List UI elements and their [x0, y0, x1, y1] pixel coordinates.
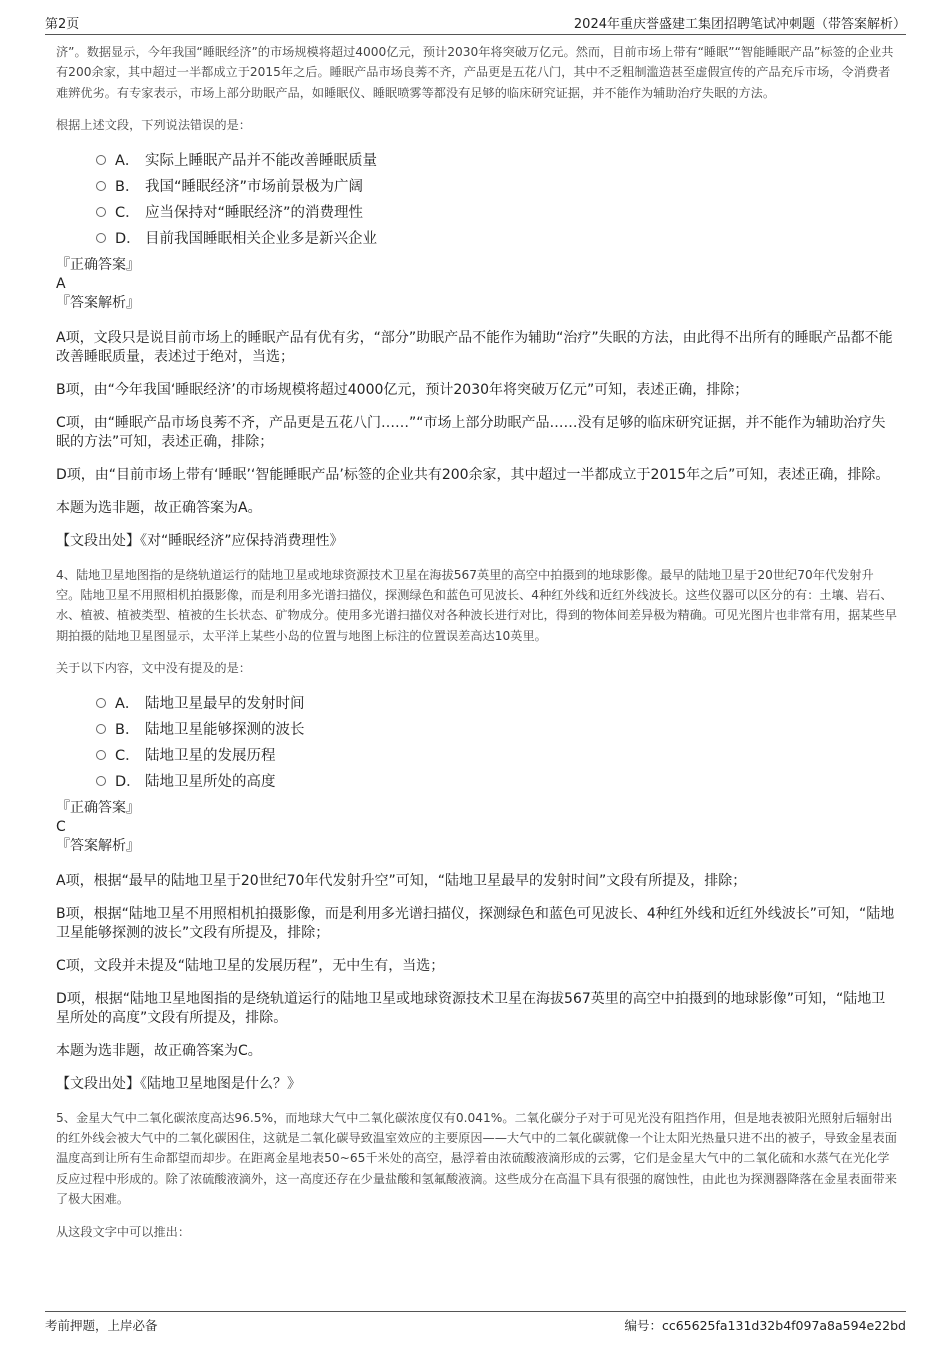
footer-slogan: 考前押题，上岸必备: [45, 1318, 158, 1333]
q4-option-a[interactable]: A． 陆地卫星最早的发射时间: [96, 691, 898, 717]
q4-answer-label: 『正确答案』: [56, 799, 140, 816]
q3-source: 【文段出处】《对“睡眠经济”应保持消费理性》: [56, 532, 344, 549]
document-body: [56, 42, 898, 1242]
q3-answer-label: 『正确答案』: [56, 256, 140, 273]
q3-analysis-label: 『答案解析』: [56, 294, 140, 311]
page-footer: [45, 1311, 906, 1338]
radio-icon[interactable]: [96, 698, 106, 708]
q4-analysis-a: A项，根据“最早的陆地卫星于20世纪70年代发射升空”可知，“陆地卫星最早的发射时间”文段有所提及，排除；: [56, 872, 747, 889]
q3-option-b[interactable]: B． 我国“睡眠经济”市场前景极为广阔: [96, 174, 898, 200]
q3-analysis-b: B项，由“今年我国‘睡眠经济’的市场规模将超过4000亿元，预计2030年将突破万亿元”可知，表述正确，排除；: [56, 381, 749, 398]
radio-icon[interactable]: [96, 155, 106, 165]
q4-option-b[interactable]: B． 陆地卫星能够探测的波长: [96, 717, 898, 743]
page-number: 第2页: [45, 17, 80, 32]
q3-option-a[interactable]: A． 实际上睡眠产品并不能改善睡眠质量: [96, 148, 898, 174]
page-header: [45, 10, 906, 35]
q3-analysis-c: C项，由“睡眠产品市场良莠不齐，产品更是五花八门……”“市场上部分助眠产品……没有足够的临床研究证据，并不能作为辅助治疗失眠的方法”可知，表述正确，排除；: [56, 414, 886, 450]
q3-option-d[interactable]: D． 目前我国睡眠相关企业多是新兴企业: [96, 226, 898, 252]
q4-analysis-c: C项，文段并未提及“陆地卫星的发展历程”，无中生有，当选；: [56, 957, 445, 974]
radio-icon[interactable]: [96, 181, 106, 191]
q4-option-d[interactable]: D． 陆地卫星所处的高度: [96, 769, 898, 795]
q4-analysis-b: B项，根据“陆地卫星不用照相机拍摄影像，而是利用多光谱扫描仪，探测绿色和蓝色可见波长、4种红外线和近红外线波长”可知，“陆地卫星能够探测的波长”文段有所提及，排除；: [56, 905, 895, 941]
radio-icon[interactable]: [96, 233, 106, 243]
q3-analysis-a: A项，文段只是说目前市场上的睡眠产品有优有劣，“部分”助眠产品不能作为辅助“治疗”失眠的方法，由此得不出所有的睡眠产品都不能改善睡眠质量，表述过于绝对，当选；: [56, 329, 893, 365]
q3-analysis-d: D项，由“目前市场上带有‘睡眠’‘智能睡眠产品’标签的企业共有200余家，其中超过一半都成立于2015年之后”可知，表述正确，排除。: [56, 466, 890, 483]
q4-analysis-label: 『答案解析』: [56, 837, 140, 854]
q4-options: [96, 691, 898, 795]
q4-analysis-d: D项，根据“陆地卫星地图指的是绕轨道运行的陆地卫星或地球资源技术卫星在海拔567英里的高空中拍摄到的地球影像”可知，“陆地卫星所处的高度”文段有所提及，排除。: [56, 990, 886, 1026]
q3-option-c[interactable]: C． 应当保持对“睡眠经济”的消费理性: [96, 200, 898, 226]
q4-source: 【文段出处】《陆地卫星地图是什么？》: [56, 1075, 301, 1092]
q3-question: 根据上述文段，下列说法错误的是：: [56, 118, 251, 133]
radio-icon[interactable]: [96, 724, 106, 734]
q4-conclusion: 本题为选非题，故正确答案为C。: [56, 1042, 262, 1059]
q4-answer: C: [56, 818, 66, 835]
q5-passage: 5、金星大气中二氧化碳浓度高达96.5%，而地球大气中二氧化碳浓度仅有0.041%。二氧化碳分子对于可见光没有阻挡作用，但是地表被阳光照射后辐射出的红外线会被大气中的二氧化碳困住，这就是二氧化碳导致温室效应的主要原因——大气中的二氧化碳就像一个让太阳光热量只进不出的被子，导致金星表面温度高到让所有生命都望而却步。在距离金星地表50~65千米处的高空，悬浮着由浓硫酸液滴形成的云雾，它们是金星大气中的二氧化硫和水蒸气在光化学反应过程中形成的。除了浓硫酸液滴外，这一高度还存在少量盐酸和氢氟酸液滴。这些成分在高温下具有很强的腐蚀性，由此也为探测器降落在金星表面带来了极大困难。: [56, 1110, 897, 1207]
q3-passage: 济”。数据显示，今年我国“睡眠经济”的市场规模将超过4000亿元，预计2030年将突破万亿元。然而，目前市场上带有“睡眠”“智能睡眠产品”标签的企业共有200余家，其中超过一半都成立于2015年之后。睡眠产品市场良莠不齐，产品更是五花八门，其中不乏粗制滥造甚至虚假宣传的产品充斥市场，令消费者难辨优劣。有专家表示，市场上部分助眠产品，如睡眠仪、睡眠喷雾等都没有足够的临床研究证据，并不能作为辅助治疗失眠的方法。: [56, 45, 894, 100]
q4-passage: 4、陆地卫星地图指的是绕轨道运行的陆地卫星或地球资源技术卫星在海拔567英里的高空中拍摄到的地球影像。最早的陆地卫星于20世纪70年代发射升空。陆地卫星不用照相机拍摄影像，而是利用多光谱扫描仪，探测绿色和蓝色可见波长、4种红外线和近红外线波长。这些仪器可以区分的有：土壤、岩石、水、植被、植被类型、植被的生长状态、矿物成分。使用多光谱扫描仪对各种波长进行对比，得到的物体间差异极为精确。可见光图片也非常有用，据某些早期拍摄的陆地卫星图显示，太平洋上某些小岛的位置与地图上标注的位置误差高达10英里。: [56, 567, 897, 643]
document-title: 2024年重庆誉盛建工集团招聘笔试冲刺题（带答案解析）: [573, 17, 906, 32]
q4-option-c[interactable]: C． 陆地卫星的发展历程: [96, 743, 898, 769]
q3-options: [96, 148, 898, 252]
q3-conclusion: 本题为选非题，故正确答案为A。: [56, 499, 262, 516]
q3-answer: A: [56, 275, 66, 292]
q4-question: 关于以下内容，文中没有提及的是：: [56, 661, 251, 676]
q5-question: 从这段文字中可以推出：: [56, 1224, 191, 1239]
radio-icon[interactable]: [96, 776, 106, 786]
radio-icon[interactable]: [96, 207, 106, 217]
footer-serial: 编号：cc65625fa131d32b4f097a8a594e22bd: [624, 1318, 906, 1333]
radio-icon[interactable]: [96, 750, 106, 760]
